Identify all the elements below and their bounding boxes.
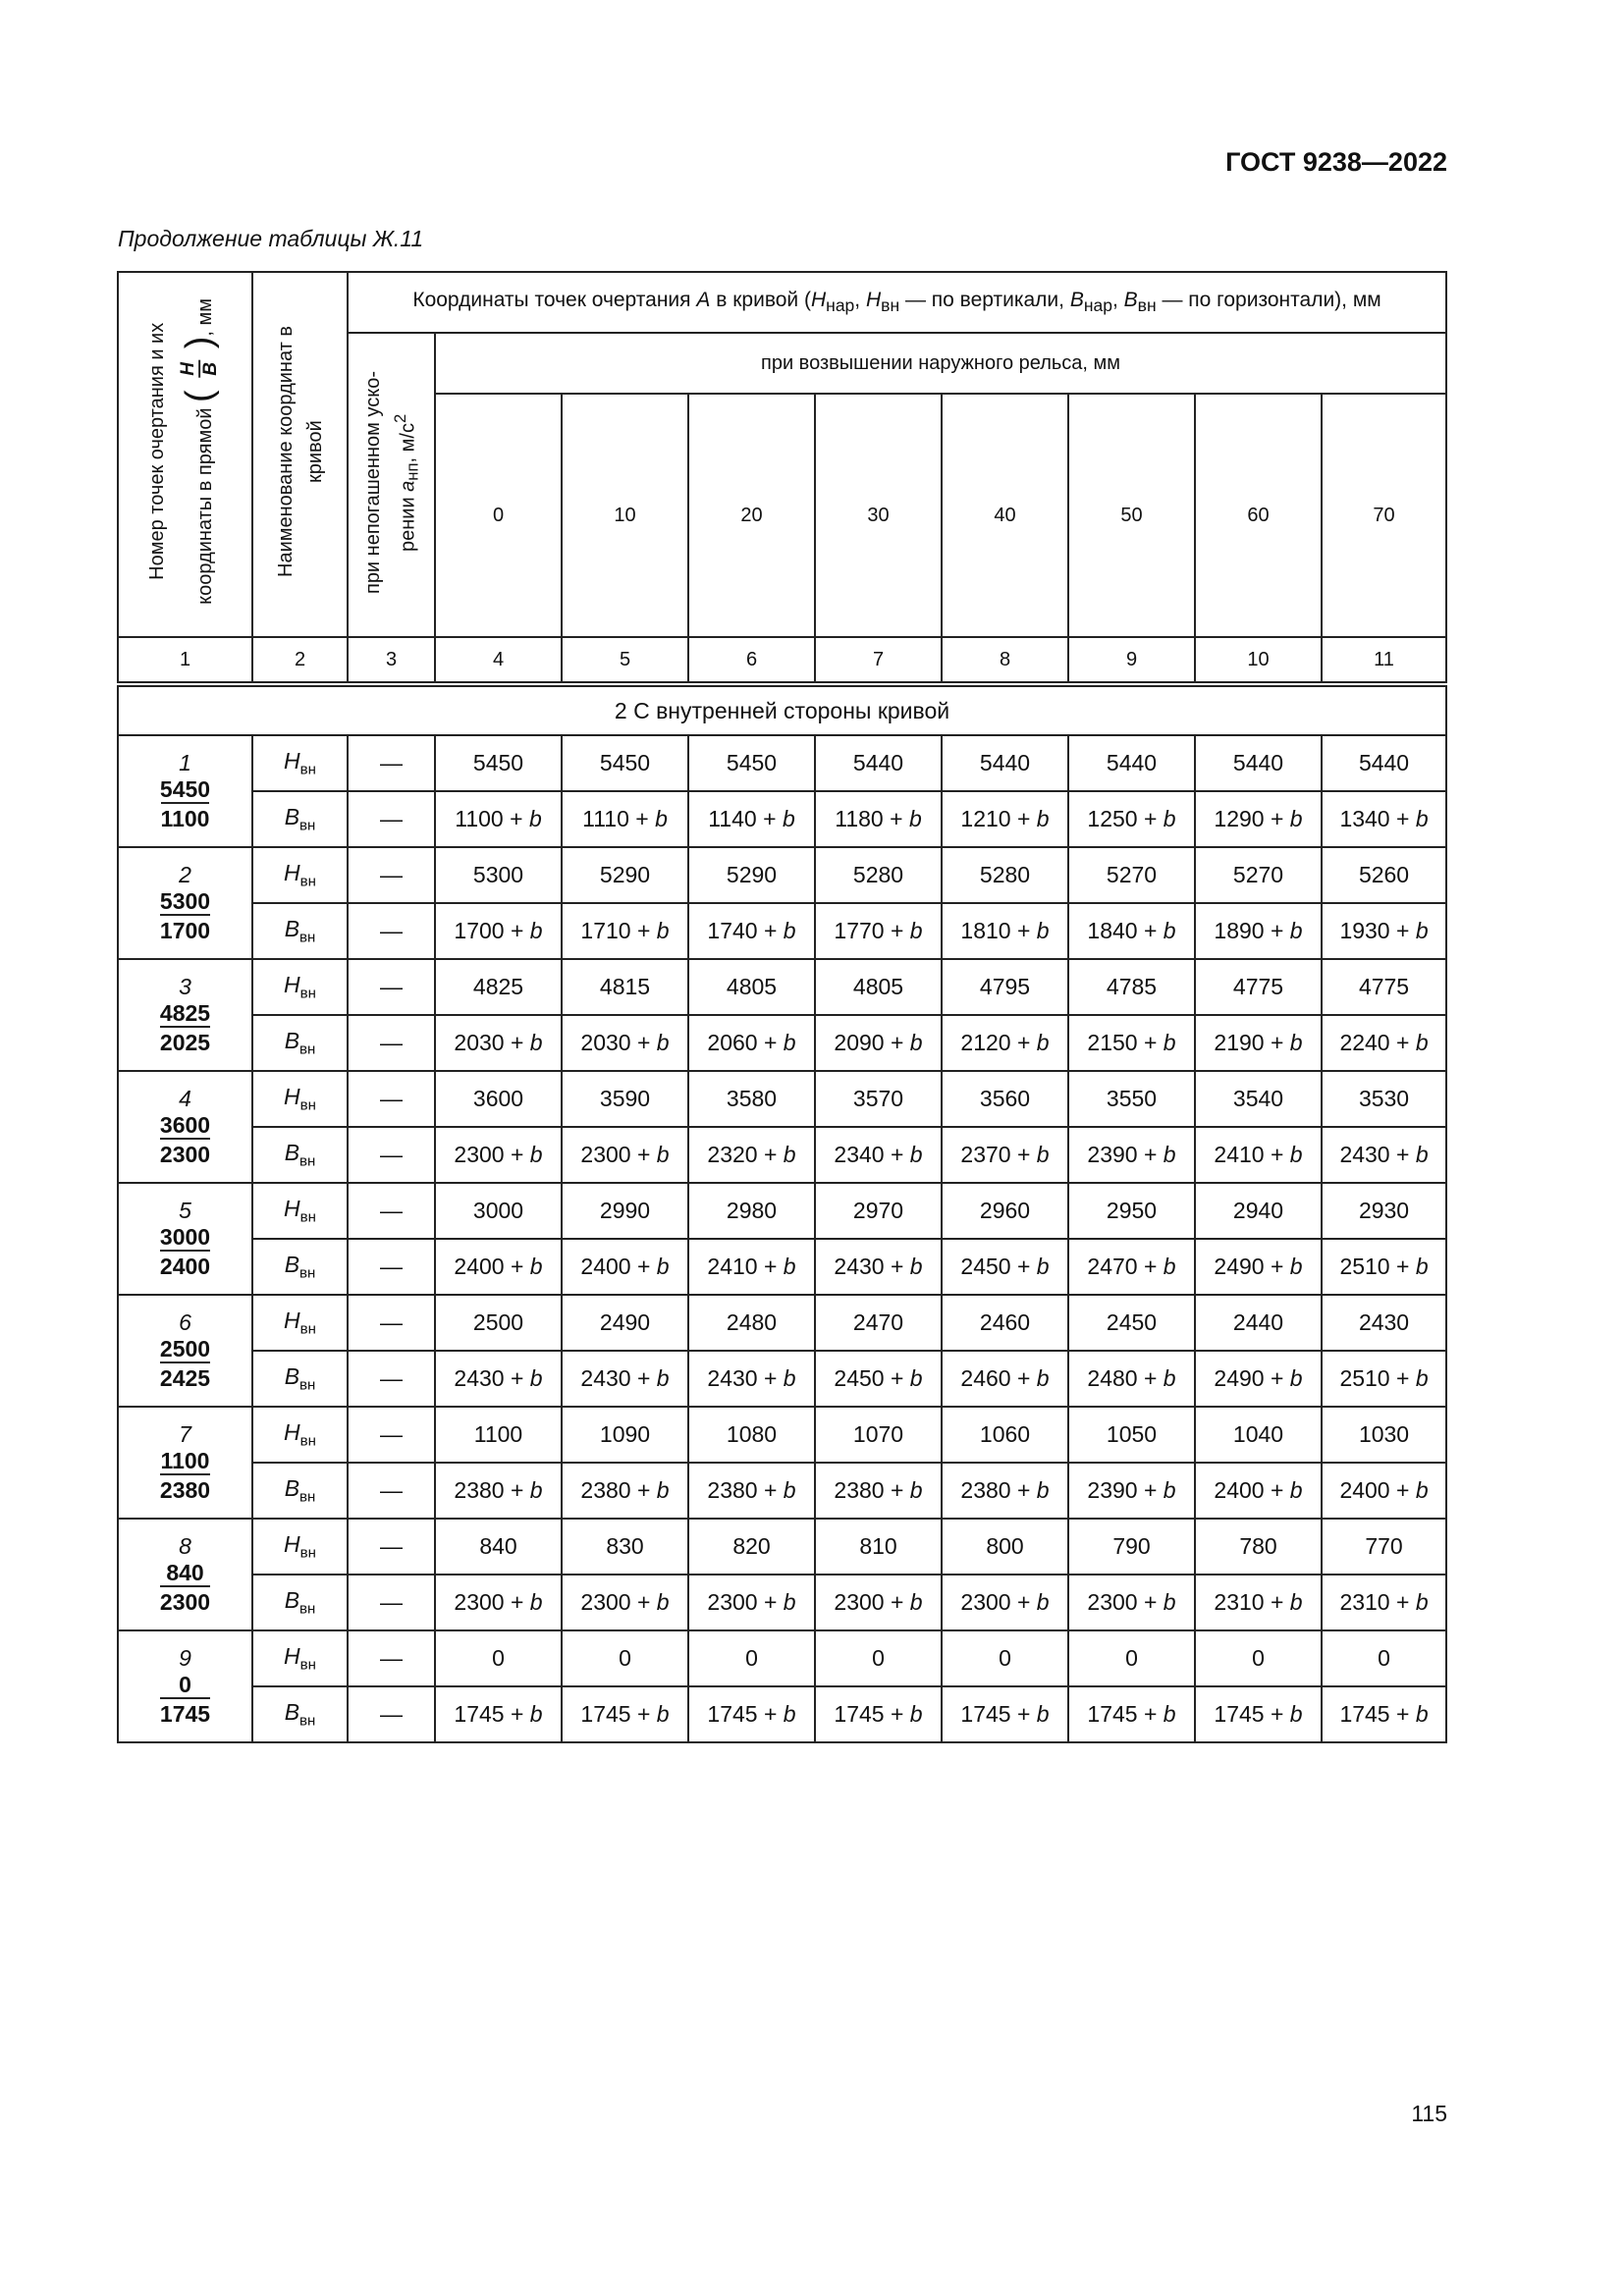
h-value-cell: 0	[942, 1630, 1068, 1686]
point-b-coordinate: 1100	[161, 802, 210, 831]
point-number: 8	[179, 1533, 191, 1560]
table-row	[118, 735, 1446, 791]
table-row	[118, 1071, 1446, 1127]
h-value-cell: 1050	[1068, 1407, 1195, 1463]
point-cell	[118, 735, 252, 847]
h-value-cell: 820	[688, 1519, 815, 1575]
b-value-cell: 1840 + b	[1068, 903, 1195, 959]
b-value-cell: 2380 + b	[688, 1463, 815, 1519]
point-cell	[118, 1407, 252, 1519]
b-value-cell: 1110 + b	[562, 791, 688, 847]
table-continuation-caption: Продолжение таблицы Ж.11	[118, 226, 424, 251]
b-value-cell: 2320 + b	[688, 1127, 815, 1183]
h-value-cell: 0	[562, 1630, 688, 1686]
point-cell	[118, 1519, 252, 1630]
b-value-cell: 2490 + b	[1195, 1351, 1322, 1407]
h-value-cell: 3580	[688, 1071, 815, 1127]
h-value-cell: 5270	[1068, 847, 1195, 903]
point-number: 7	[179, 1421, 191, 1448]
h-value-cell: 4805	[815, 959, 942, 1015]
b-value-cell: 2300 + b	[562, 1575, 688, 1630]
point-number: 2	[179, 862, 191, 888]
b-value-cell: 1745 + b	[1322, 1686, 1446, 1742]
coordinates-table	[117, 271, 1447, 1743]
coordinate-symbol-h: $H_{вн}$	[252, 1630, 348, 1686]
table-row	[118, 1519, 1446, 1575]
h-value-cell: 5440	[1322, 735, 1446, 791]
h-value-cell: 3560	[942, 1071, 1068, 1127]
acceleration-cell: —	[348, 1351, 435, 1407]
h-value-cell: 5450	[688, 735, 815, 791]
h-value-cell: 3550	[1068, 1071, 1195, 1127]
coordinate-symbol-b: $B_{вн}$	[252, 903, 348, 959]
b-value-cell: 2300 + b	[435, 1127, 562, 1183]
b-value-cell: 1810 + b	[942, 903, 1068, 959]
b-value-cell: 1745 + b	[815, 1686, 942, 1742]
b-value-cell: 1745 + b	[435, 1686, 562, 1742]
coordinate-symbol-b: $B_{вн}$	[252, 1015, 348, 1071]
b-value-cell: 1210 + b	[942, 791, 1068, 847]
header-elevation-0: 0	[435, 394, 562, 637]
b-value-cell: 1745 + b	[1195, 1686, 1322, 1742]
acceleration-cell: —	[348, 1127, 435, 1183]
point-h-coordinate: 4825	[159, 999, 211, 1026]
b-value-cell: 2120 + b	[942, 1015, 1068, 1071]
h-value-cell: 3570	[815, 1071, 942, 1127]
b-value-cell: 2510 + b	[1322, 1239, 1446, 1295]
column-number-11: 11	[1322, 637, 1446, 684]
table-row	[118, 1239, 1446, 1295]
h-value-cell: 4785	[1068, 959, 1195, 1015]
h-value-cell: 2970	[815, 1183, 942, 1239]
h-value-cell: 780	[1195, 1519, 1322, 1575]
header-coordinate-name: Наименование координат в кривой	[252, 272, 348, 637]
b-value-cell: 2090 + b	[815, 1015, 942, 1071]
acceleration-cell: —	[348, 847, 435, 903]
b-value-cell: 2310 + b	[1195, 1575, 1322, 1630]
b-value-cell: 2400 + b	[435, 1239, 562, 1295]
b-value-cell: 2450 + b	[815, 1351, 942, 1407]
coordinate-symbol-b: $B_{вн}$	[252, 1463, 348, 1519]
table-row	[118, 959, 1446, 1015]
h-value-cell: 0	[435, 1630, 562, 1686]
coordinate-symbol-h: $H_{вн}$	[252, 959, 348, 1015]
column-number-8: 8	[942, 637, 1068, 684]
column-number-9: 9	[1068, 637, 1195, 684]
point-b-coordinate: 2300	[160, 1138, 210, 1167]
h-value-cell: 3000	[435, 1183, 562, 1239]
h-value-cell: 1100	[435, 1407, 562, 1463]
b-value-cell: 1770 + b	[815, 903, 942, 959]
h-value-cell: 830	[562, 1519, 688, 1575]
b-value-cell: 1100 + b	[435, 791, 562, 847]
point-cell	[118, 1183, 252, 1295]
header-elevation-5: 50	[1068, 394, 1195, 637]
h-value-cell: 4805	[688, 959, 815, 1015]
point-cell	[118, 1630, 252, 1742]
b-value-cell: 2460 + b	[942, 1351, 1068, 1407]
table-row	[118, 1127, 1446, 1183]
h-value-cell: 4825	[435, 959, 562, 1015]
point-b-coordinate: 2300	[160, 1585, 210, 1615]
h-value-cell: 5440	[1068, 735, 1195, 791]
h-value-cell: 2470	[815, 1295, 942, 1351]
h-value-cell: 2980	[688, 1183, 815, 1239]
h-value-cell: 5300	[435, 847, 562, 903]
h-value-cell: 0	[1322, 1630, 1446, 1686]
h-value-cell: 5270	[1195, 847, 1322, 903]
column-number-5: 5	[562, 637, 688, 684]
h-value-cell: 790	[1068, 1519, 1195, 1575]
b-value-cell: 1710 + b	[562, 903, 688, 959]
table-row	[118, 1015, 1446, 1071]
h-value-cell: 0	[815, 1630, 942, 1686]
h-value-cell: 2480	[688, 1295, 815, 1351]
b-value-cell: 2480 + b	[1068, 1351, 1195, 1407]
b-value-cell: 1140 + b	[688, 791, 815, 847]
b-value-cell: 1250 + b	[1068, 791, 1195, 847]
b-value-cell: 2300 + b	[815, 1575, 942, 1630]
point-h-coordinate: 2500	[159, 1335, 211, 1362]
table-row	[118, 1351, 1446, 1407]
header-top-span: Координаты точек очертания A в кривой ($H_{нар}$, $H_{вн}$ — по вертикали, $B_{нар}$, $B_{вн}$ — по горизонтали), мм	[348, 272, 1446, 333]
acceleration-cell: —	[348, 791, 435, 847]
b-value-cell: 2300 + b	[562, 1127, 688, 1183]
b-value-cell: 1890 + b	[1195, 903, 1322, 959]
h-value-cell: 2500	[435, 1295, 562, 1351]
h-value-cell: 2440	[1195, 1295, 1322, 1351]
point-cell	[118, 1295, 252, 1407]
point-cell	[118, 959, 252, 1071]
h-value-cell: 1090	[562, 1407, 688, 1463]
point-b-coordinate: 1700	[160, 914, 210, 943]
b-value-cell: 2240 + b	[1322, 1015, 1446, 1071]
point-number: 9	[179, 1645, 191, 1672]
b-value-cell: 2430 + b	[562, 1351, 688, 1407]
acceleration-cell: —	[348, 1463, 435, 1519]
h-value-cell: 1080	[688, 1407, 815, 1463]
b-value-cell: 2300 + b	[942, 1575, 1068, 1630]
coordinate-symbol-h: $H_{вн}$	[252, 1183, 348, 1239]
b-value-cell: 2430 + b	[435, 1351, 562, 1407]
h-value-cell: 2460	[942, 1295, 1068, 1351]
h-value-cell: 5450	[562, 735, 688, 791]
h-value-cell: 5440	[1195, 735, 1322, 791]
header-elevation-span: при возвышении наружного рельса, мм	[435, 333, 1446, 394]
h-value-cell: 1070	[815, 1407, 942, 1463]
column-number-10: 10	[1195, 637, 1322, 684]
b-value-cell: 2380 + b	[562, 1463, 688, 1519]
acceleration-cell: —	[348, 1239, 435, 1295]
coordinate-symbol-b: $B_{вн}$	[252, 1127, 348, 1183]
b-value-cell: 2030 + b	[435, 1015, 562, 1071]
b-value-cell: 2390 + b	[1068, 1463, 1195, 1519]
h-value-cell: 5290	[688, 847, 815, 903]
b-value-cell: 2380 + b	[815, 1463, 942, 1519]
table-row	[118, 903, 1446, 959]
b-value-cell: 1740 + b	[688, 903, 815, 959]
point-h-coordinate: 3600	[159, 1111, 211, 1138]
point-h-coordinate: 0	[179, 1671, 191, 1697]
h-value-cell: 5440	[942, 735, 1068, 791]
column-number-3: 3	[348, 637, 435, 684]
point-number: 1	[179, 750, 191, 776]
h-value-cell: 5280	[942, 847, 1068, 903]
b-value-cell: 2450 + b	[942, 1239, 1068, 1295]
h-value-cell: 4775	[1322, 959, 1446, 1015]
table-row	[118, 1575, 1446, 1630]
h-value-cell: 0	[1195, 1630, 1322, 1686]
b-value-cell: 2150 + b	[1068, 1015, 1195, 1071]
point-h-coordinate: 1100	[160, 1447, 210, 1473]
acceleration-cell: —	[348, 1519, 435, 1575]
b-value-cell: 2190 + b	[1195, 1015, 1322, 1071]
acceleration-cell: —	[348, 735, 435, 791]
b-value-cell: 2300 + b	[688, 1575, 815, 1630]
acceleration-cell: —	[348, 1686, 435, 1742]
b-value-cell: 2490 + b	[1195, 1239, 1322, 1295]
coordinate-symbol-b: $B_{вн}$	[252, 1575, 348, 1630]
header-elevation-6: 60	[1195, 394, 1322, 637]
column-number-6: 6	[688, 637, 815, 684]
coordinate-symbol-b: $B_{вн}$	[252, 1351, 348, 1407]
b-value-cell: 1700 + b	[435, 903, 562, 959]
b-value-cell: 2510 + b	[1322, 1351, 1446, 1407]
point-h-coordinate: 5300	[159, 887, 211, 914]
b-value-cell: 1745 + b	[1068, 1686, 1195, 1742]
b-value-cell: 2060 + b	[688, 1015, 815, 1071]
h-value-cell: 2950	[1068, 1183, 1195, 1239]
b-value-cell: 2400 + b	[1195, 1463, 1322, 1519]
column-number-4: 4	[435, 637, 562, 684]
point-b-coordinate: 2025	[160, 1026, 210, 1055]
h-value-cell: 5260	[1322, 847, 1446, 903]
point-b-coordinate: 2400	[160, 1250, 210, 1279]
h-value-cell: 2960	[942, 1183, 1068, 1239]
h-value-cell: 4795	[942, 959, 1068, 1015]
point-b-coordinate: 2380	[160, 1473, 210, 1503]
acceleration-cell: —	[348, 1630, 435, 1686]
point-h-coordinate: 3000	[159, 1223, 211, 1250]
h-value-cell: 1060	[942, 1407, 1068, 1463]
coordinate-symbol-h: $H_{вн}$	[252, 735, 348, 791]
h-value-cell: 2430	[1322, 1295, 1446, 1351]
acceleration-cell: —	[348, 1071, 435, 1127]
point-cell	[118, 847, 252, 959]
h-value-cell: 1040	[1195, 1407, 1322, 1463]
coordinate-symbol-h: $H_{вн}$	[252, 1071, 348, 1127]
h-value-cell: 5280	[815, 847, 942, 903]
coordinate-symbol-b: $B_{вн}$	[252, 1686, 348, 1742]
h-value-cell: 800	[942, 1519, 1068, 1575]
point-number: 3	[179, 974, 191, 1000]
b-value-cell: 2380 + b	[435, 1463, 562, 1519]
table-row	[118, 1463, 1446, 1519]
acceleration-cell: —	[348, 1575, 435, 1630]
table-row	[118, 1686, 1446, 1742]
table-row	[118, 847, 1446, 903]
header-point-number: Номер точек очертания и их координаты в прямой ( H B ), мм	[118, 272, 252, 637]
point-b-coordinate: 1745	[160, 1697, 210, 1727]
b-value-cell: 2410 + b	[1195, 1127, 1322, 1183]
point-h-coordinate: 840	[166, 1559, 204, 1585]
header-elevation-2: 20	[688, 394, 815, 637]
point-number: 5	[179, 1198, 191, 1224]
b-value-cell: 2400 + b	[1322, 1463, 1446, 1519]
b-value-cell: 1180 + b	[815, 791, 942, 847]
b-value-cell: 1745 + b	[688, 1686, 815, 1742]
coordinate-symbol-b: $B_{вн}$	[252, 1239, 348, 1295]
header-elevation-4: 40	[942, 394, 1068, 637]
acceleration-cell: —	[348, 903, 435, 959]
h-value-cell: 3540	[1195, 1071, 1322, 1127]
h-value-cell: 3600	[435, 1071, 562, 1127]
b-value-cell: 1290 + b	[1195, 791, 1322, 847]
b-value-cell: 2430 + b	[1322, 1127, 1446, 1183]
b-value-cell: 2400 + b	[562, 1239, 688, 1295]
b-value-cell: 2430 + b	[815, 1239, 942, 1295]
b-value-cell: 1930 + b	[1322, 903, 1446, 959]
h-value-cell: 770	[1322, 1519, 1446, 1575]
b-value-cell: 2470 + b	[1068, 1239, 1195, 1295]
point-number: 4	[179, 1086, 191, 1112]
h-value-cell: 2940	[1195, 1183, 1322, 1239]
coordinate-symbol-h: $H_{вн}$	[252, 1295, 348, 1351]
b-value-cell: 2370 + b	[942, 1127, 1068, 1183]
acceleration-cell: —	[348, 959, 435, 1015]
h-value-cell: 4775	[1195, 959, 1322, 1015]
table-row	[118, 1295, 1446, 1351]
coordinate-symbol-h: $H_{вн}$	[252, 1519, 348, 1575]
point-cell	[118, 1071, 252, 1183]
h-value-cell: 1030	[1322, 1407, 1446, 1463]
coordinate-symbol-b: $B_{вн}$	[252, 791, 348, 847]
h-value-cell: 3590	[562, 1071, 688, 1127]
section-title: 2 С внутренней стороны кривой	[118, 684, 1446, 735]
column-number-7: 7	[815, 637, 942, 684]
point-number: 6	[179, 1309, 191, 1336]
acceleration-cell: —	[348, 1015, 435, 1071]
b-value-cell: 2380 + b	[942, 1463, 1068, 1519]
h-value-cell: 2990	[562, 1183, 688, 1239]
h-value-cell: 3530	[1322, 1071, 1446, 1127]
header-elevation-7: 70	[1322, 394, 1446, 637]
h-value-cell: 5450	[435, 735, 562, 791]
b-value-cell: 1340 + b	[1322, 791, 1446, 847]
h-value-cell: 0	[688, 1630, 815, 1686]
h-value-cell: 4815	[562, 959, 688, 1015]
b-value-cell: 2030 + b	[562, 1015, 688, 1071]
h-value-cell: 2450	[1068, 1295, 1195, 1351]
table-row	[118, 1407, 1446, 1463]
b-value-cell: 2300 + b	[435, 1575, 562, 1630]
header-elevation-3: 30	[815, 394, 942, 637]
h-value-cell: 5440	[815, 735, 942, 791]
b-value-cell: 2410 + b	[688, 1239, 815, 1295]
column-number-1: 1	[118, 637, 252, 684]
table-row	[118, 1183, 1446, 1239]
header-elevation-1: 10	[562, 394, 688, 637]
b-value-cell: 2310 + b	[1322, 1575, 1446, 1630]
h-value-cell: 840	[435, 1519, 562, 1575]
standard-designation: ГОСТ 9238—2022	[1225, 147, 1447, 177]
coordinate-symbol-h: $H_{вн}$	[252, 1407, 348, 1463]
acceleration-cell: —	[348, 1183, 435, 1239]
b-value-cell: 2430 + b	[688, 1351, 815, 1407]
acceleration-cell: —	[348, 1407, 435, 1463]
page-number: 115	[1411, 2101, 1447, 2126]
h-value-cell: 2490	[562, 1295, 688, 1351]
column-number-2: 2	[252, 637, 348, 684]
b-value-cell: 2390 + b	[1068, 1127, 1195, 1183]
coordinate-symbol-h: $H_{вн}$	[252, 847, 348, 903]
table-row	[118, 1630, 1446, 1686]
h-value-cell: 5290	[562, 847, 688, 903]
header-unbalanced-acceleration: при непогашенном уско- рении $a_{нп}$, $м/с^2$	[348, 333, 435, 637]
b-value-cell: 2300 + b	[1068, 1575, 1195, 1630]
h-value-cell: 0	[1068, 1630, 1195, 1686]
b-value-cell: 2340 + b	[815, 1127, 942, 1183]
b-value-cell: 1745 + b	[942, 1686, 1068, 1742]
h-value-cell: 810	[815, 1519, 942, 1575]
h-value-cell: 2930	[1322, 1183, 1446, 1239]
acceleration-cell: —	[348, 1295, 435, 1351]
point-h-coordinate: 5450	[159, 775, 211, 802]
b-value-cell: 1745 + b	[562, 1686, 688, 1742]
table-row	[118, 791, 1446, 847]
point-b-coordinate: 2425	[160, 1362, 210, 1391]
